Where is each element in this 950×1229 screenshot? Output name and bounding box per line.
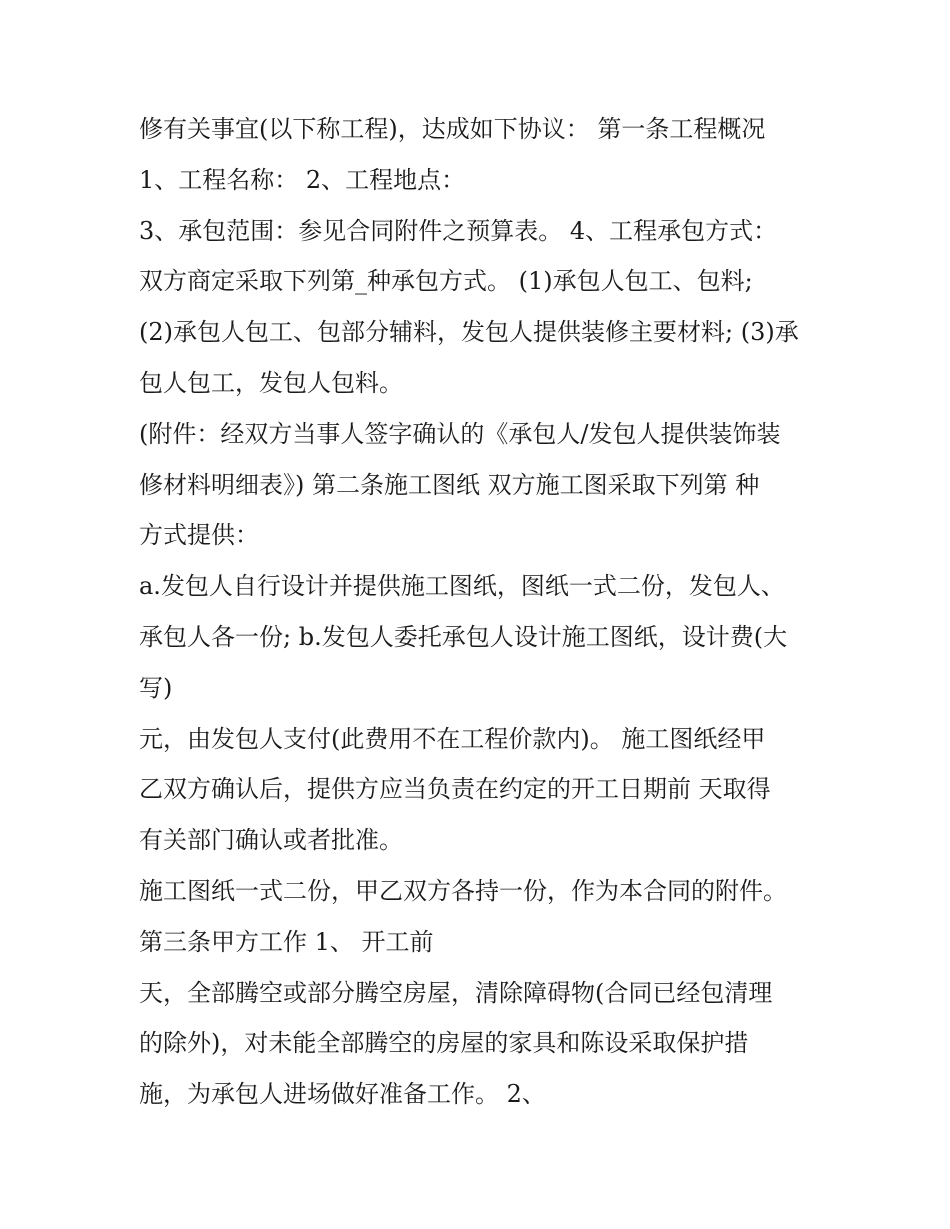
text-line: a.发包人自行设计并提供施工图纸，图纸一式二份，发包人、 — [139, 572, 785, 601]
text-line: 方式提供： — [139, 521, 259, 550]
contract-body-text — [139, 104, 839, 1120]
text-line: 有关部门确认或者批准。 — [139, 826, 403, 855]
text-line: 第三条甲方工作 1、 开工前 — [139, 927, 434, 956]
text-line: 修材料明细表》) 第二条施工图纸 双方施工图采取下列第 种 — [139, 470, 760, 499]
text-line: 施工图纸一式二份，甲乙双方各持一份，作为本合同的附件。 — [139, 876, 787, 905]
text-line: 双方商定采取下列第_种承包方式。 (1)承包人包工、包料; — [139, 267, 753, 296]
text-line: (2)承包人包工、包部分辅料，发包人提供装修主要材料; (3)承 — [139, 318, 799, 347]
text-line: 写) — [139, 673, 173, 702]
text-line: 天，全部腾空或部分腾空房屋，清除障碍物(合同已经包清理 — [139, 978, 773, 1007]
text-line: 包人包工，发包人包料。 — [139, 368, 403, 397]
text-line: 施，为承包人进场做好准备工作。 2、 — [139, 1080, 546, 1109]
text-line: 乙双方确认后，提供方应当负责在约定的开工日期前 天取得 — [139, 775, 771, 804]
text-line: (附件：经双方当事人签字确认的《承包人/发包人提供装饰装 — [139, 419, 781, 448]
text-line: 1、工程名称： 2、工程地点： — [139, 165, 466, 194]
text-line: 3、承包范围：参见合同附件之预算表。 4、工程承包方式： — [139, 216, 778, 245]
text-line: 元，由发包人支付(此费用不在工程价款内)。 施工图纸经甲 — [139, 724, 766, 753]
text-line: 承包人各一份; b.发包人委托承包人设计施工图纸，设计费(大 — [139, 622, 788, 651]
text-line: 修有关事宜(以下称工程)，达成如下协议： 第一条工程概况 — [139, 115, 766, 143]
text-line: 的除外)，对未能全部腾空的房屋的家具和陈设采取保护措 — [139, 1029, 749, 1058]
